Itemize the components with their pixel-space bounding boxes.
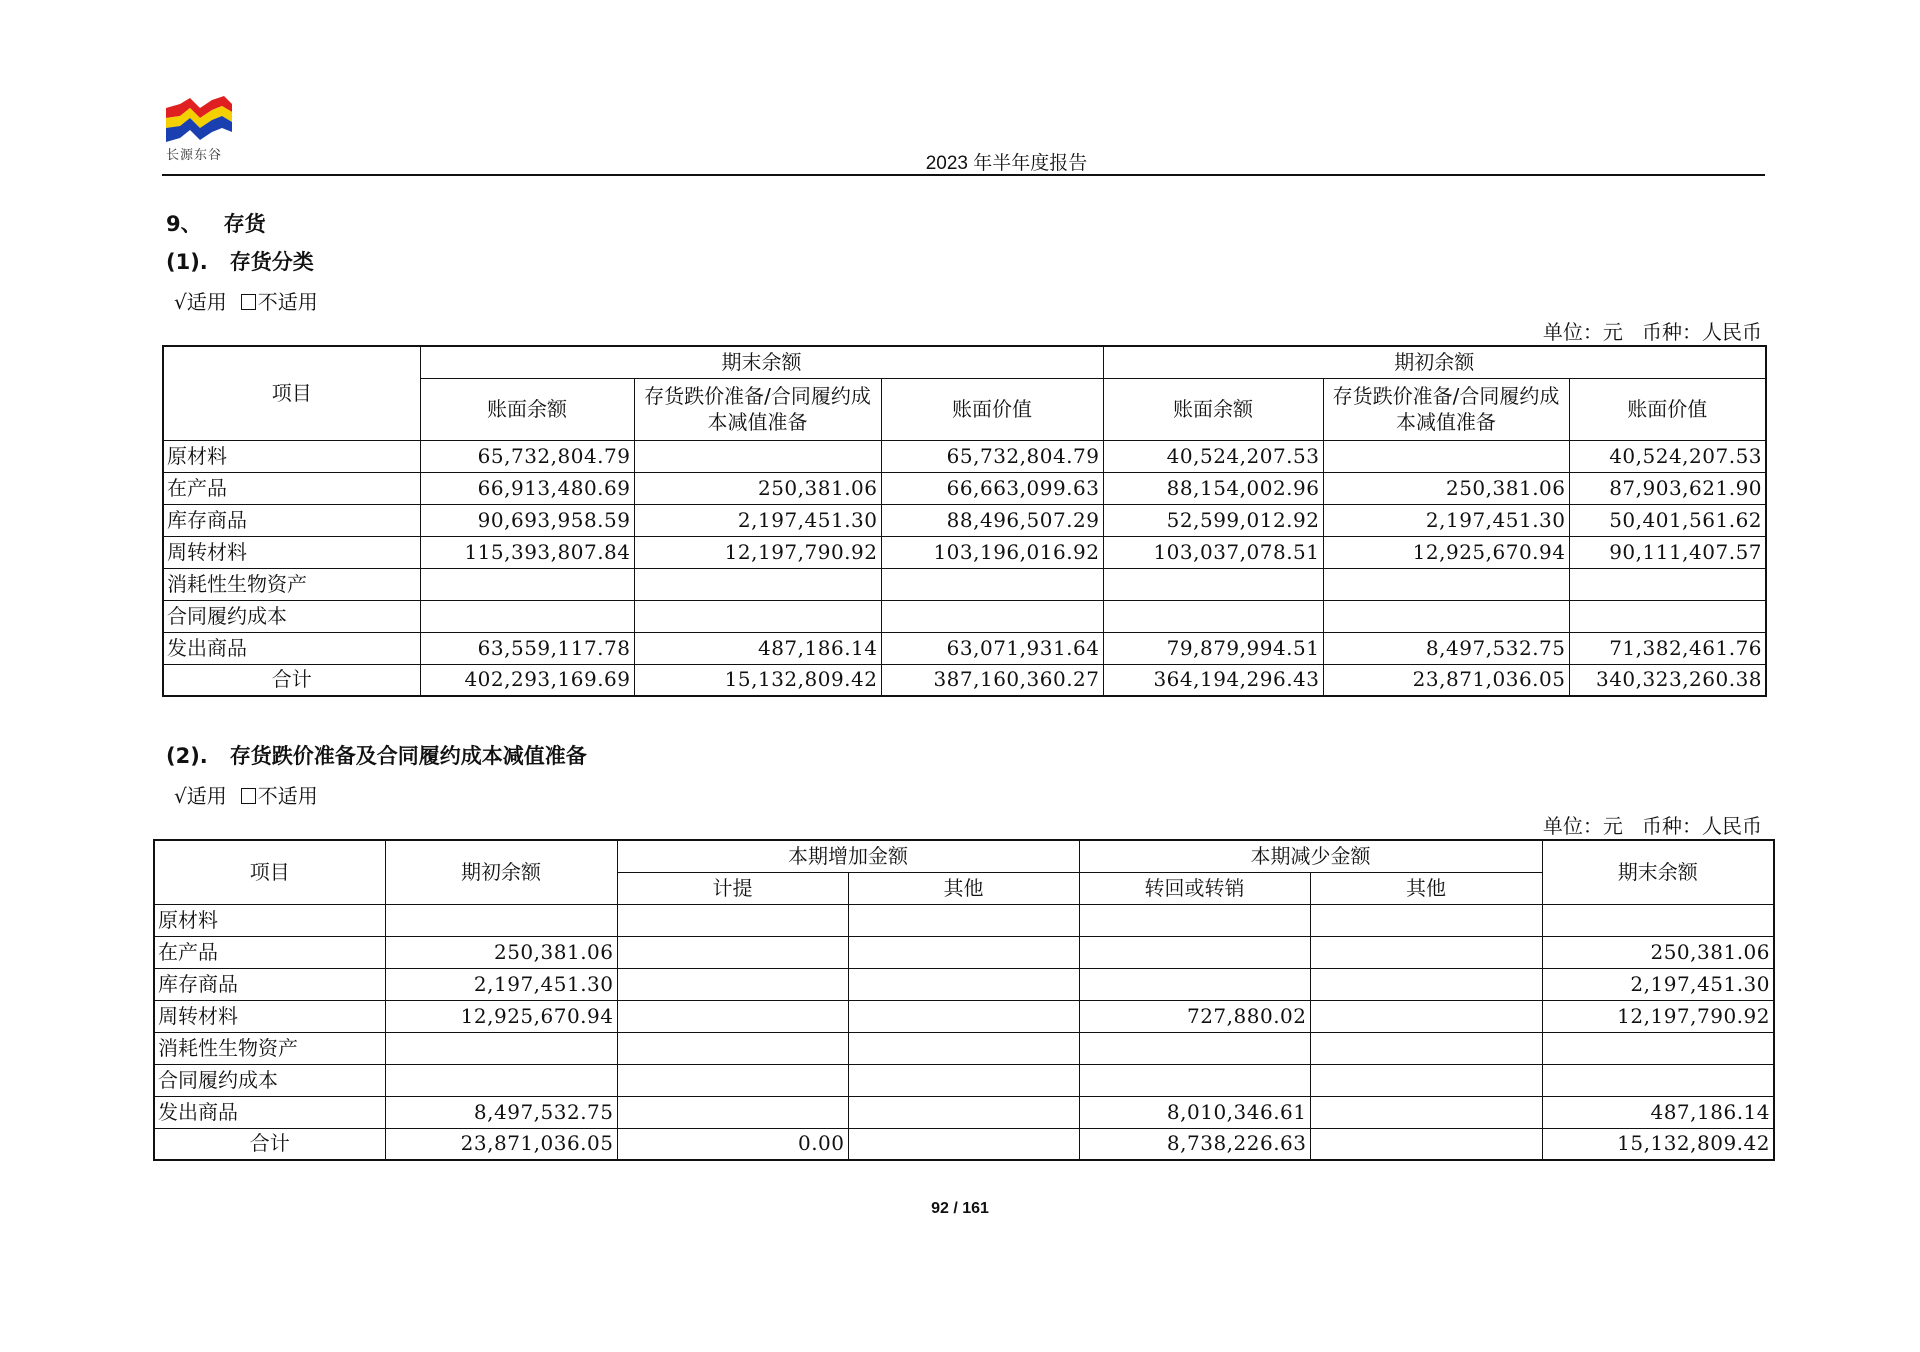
- logo-text: 长源东谷: [166, 148, 223, 163]
- header-item: 项目: [163, 346, 420, 440]
- table-row: 库存商品 2,197,451.30 2,197,451.30: [154, 968, 1774, 1000]
- table-row: 发出商品 63,559,117.78 487,186.14 63,071,931.64 79,879,994.51 8,497,532.75 71,382,461.76: [163, 632, 1766, 664]
- table-row: 原材料: [154, 904, 1774, 936]
- table-row: 原材料 65,732,804.79 65,732,804.79 40,524,207.53 40,524,207.53: [163, 440, 1766, 472]
- unit-note-2: 单位：元 币种：人民币: [1542, 814, 1762, 838]
- table-row: 发出商品 8,497,532.75 8,010,346.61 487,186.14: [154, 1096, 1774, 1128]
- table-row: 在产品 250,381.06 250,381.06: [154, 936, 1774, 968]
- subheader: 账面价值: [881, 378, 1103, 440]
- header-begin-balance: 期初余额: [385, 840, 617, 904]
- subheader: 账面余额: [1103, 378, 1323, 440]
- table-row: 合同履约成本: [163, 600, 1766, 632]
- logo-flag-icon: [166, 96, 232, 142]
- header-period-begin: 期初余额: [1103, 346, 1766, 378]
- subheader: 计提: [617, 872, 848, 904]
- table-row: 库存商品 90,693,958.59 2,197,451.30 88,496,507.29 52,599,012.92 2,197,451.30 50,401,561.62: [163, 504, 1766, 536]
- header-end-balance: 期末余额: [1542, 840, 1774, 904]
- table-row: 消耗性生物资产: [163, 568, 1766, 600]
- subheader: 其他: [848, 872, 1079, 904]
- table-row: 周转材料 12,925,670.94 727,880.02 12,197,790.92: [154, 1000, 1774, 1032]
- inventory-classification-table: [162, 345, 1767, 697]
- table-row: 消耗性生物资产: [154, 1032, 1774, 1064]
- subheader: 账面余额: [420, 378, 634, 440]
- table-row: 周转材料 115,393,807.84 12,197,790.92 103,196,016.92 103,037,078.51 12,925,670.94 90,111,407.57: [163, 536, 1766, 568]
- subheader: 存货跌价准备/合同履约成本减值准备: [1323, 378, 1569, 440]
- total-row: 合计 23,871,036.05 0.00 8,738,226.63 15,132,809.42: [154, 1128, 1774, 1160]
- header-increase: 本期增加金额: [617, 840, 1079, 872]
- page-number: 92 / 161: [931, 1200, 989, 1217]
- table-row: 合同履约成本: [154, 1064, 1774, 1096]
- applicability-2: [174, 780, 318, 809]
- checkbox-empty-icon: [241, 788, 256, 804]
- header-period-end: 期末余额: [420, 346, 1103, 378]
- subsection-1-heading: (1). 存货分类: [166, 250, 314, 274]
- header-item: 项目: [154, 840, 385, 904]
- impairment-provision-table: [153, 839, 1775, 1161]
- total-row: 合计 402,293,169.69 15,132,809.42 387,160,360.27 364,194,296.43 23,871,036.05 340,323,260.38: [163, 664, 1766, 696]
- applicability-1: [174, 286, 318, 315]
- checkbox-empty-icon: [241, 294, 256, 310]
- report-title: 2023 年半年度报告: [925, 153, 1088, 174]
- not-applicable-label: 不适用: [257, 784, 318, 808]
- unit-note-1: 单位：元 币种：人民币: [1542, 320, 1762, 344]
- not-applicable-label: 不适用: [257, 290, 318, 314]
- section-heading: 9、 存货: [166, 212, 266, 236]
- subheader: 转回或转销: [1079, 872, 1310, 904]
- applicable-checked: √适用: [174, 290, 227, 314]
- header-decrease: 本期减少金额: [1079, 840, 1542, 872]
- subsection-2-heading: (2). 存货跌价准备及合同履约成本减值准备: [166, 744, 587, 768]
- table-row: 在产品 66,913,480.69 250,381.06 66,663,099.63 88,154,002.96 250,381.06 87,903,621.90: [163, 472, 1766, 504]
- header-divider: [162, 174, 1765, 176]
- subheader: 其他: [1310, 872, 1542, 904]
- subheader: 账面价值: [1569, 378, 1766, 440]
- subheader: 存货跌价准备/合同履约成本减值准备: [634, 378, 881, 440]
- applicable-checked: √适用: [174, 784, 227, 808]
